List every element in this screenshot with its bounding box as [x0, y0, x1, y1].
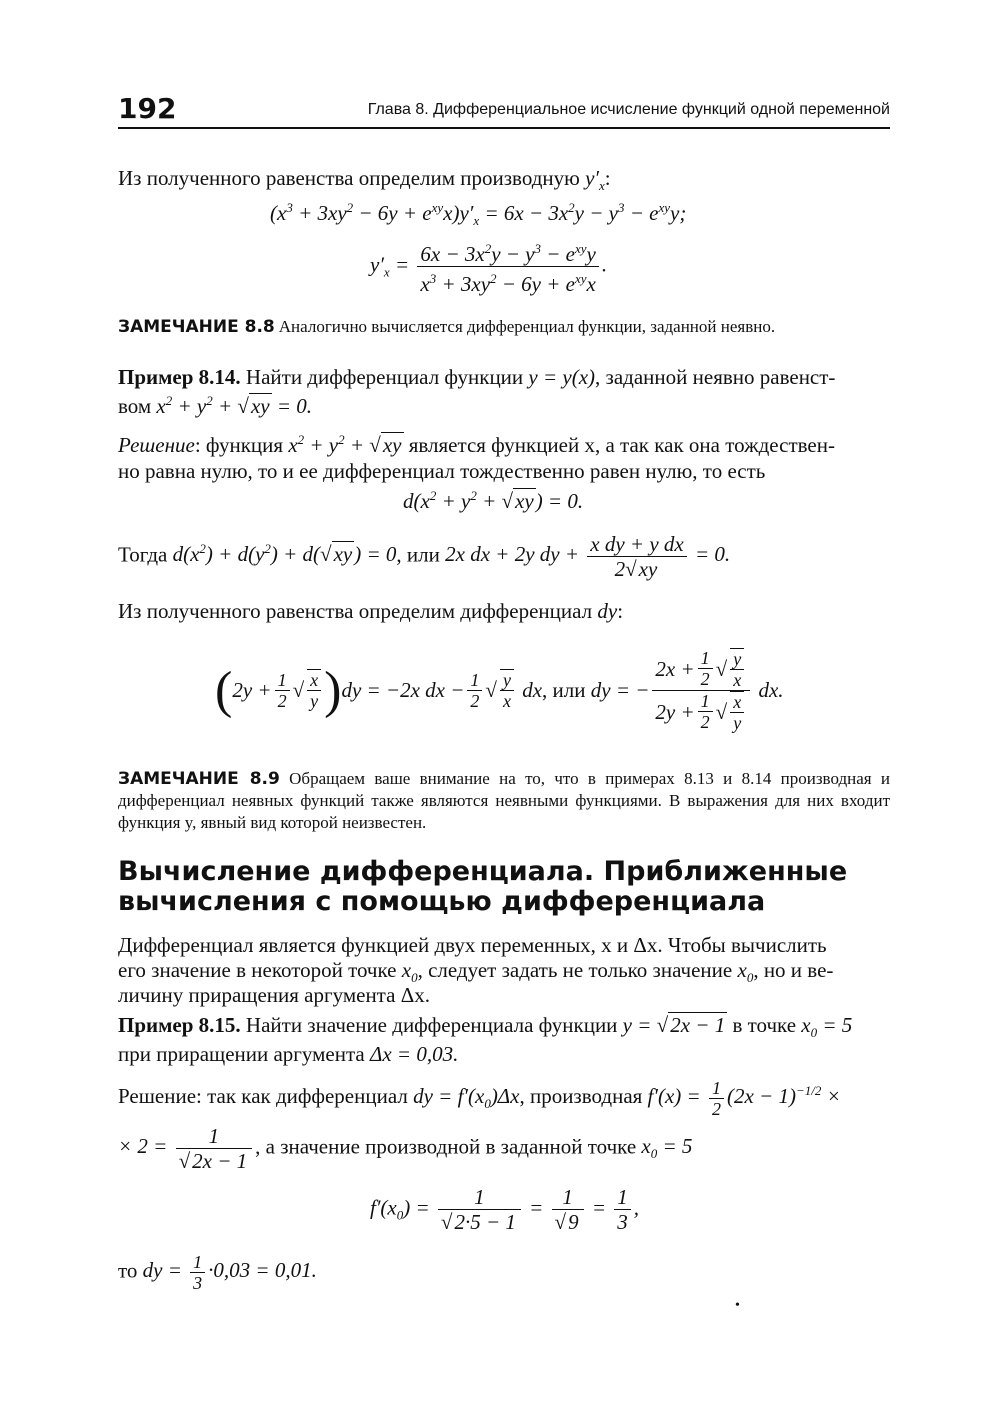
header-rule: [118, 127, 890, 129]
paragraph-differential-intro: Из полученного равенства определим дифференциал dy:: [118, 599, 624, 623]
equation-derivative-value: $f'(x_0)$ = $\frac{1}{√2\cdot 5 - 1}$ = $\frac{1}{√9}$ = $\frac{1}{3}$ ,: [370, 1185, 639, 1234]
equation-differential-zero: $d(x^2 + y^2 + √xy) = 0$.: [403, 488, 584, 513]
example-8-15: Пример 8.15. Найти значение дифференциала функции y = √2x − 1 в точке $x_0 = 5$: [118, 1013, 853, 1041]
paragraph-differential-two-vars: Дифференциал является функцией двух переменных, x и Δx. Чтобы вычислить: [118, 933, 827, 957]
paragraph-differential-two-vars-line2: его значение в некоторой точке $x_0$, следует задать не только значение $x_0$, но и ве-: [118, 958, 834, 986]
equation-derivative-fraction: $y'_x$ = $\frac{6x - 3x^2y - y^3 - e^{xy}y}{x^3 + 3xy^2 - 6y + e^{xy}x}$ .: [370, 237, 607, 296]
chapter-title: Глава 8. Дифференциальное исчисление функций одной переменной: [367, 101, 890, 118]
solution-8-15-line2: × 2 = $\frac{1}{√2x - 1}$ , а значение производной в заданной точке $x_0 = 5$: [118, 1124, 693, 1173]
example-8-14-line2: вом $x^2 + y^2 + √xy = 0$.: [118, 393, 313, 418]
paragraph-differential-two-vars-line3: личину приращения аргумента Δx.: [118, 983, 430, 1007]
section-heading: Вычисление дифференциала. Приближенные вычисления с помощью дифференциала: [118, 856, 848, 917]
paragraph-derivative-intro: Из полученного равенства определим производную $y'_x$:: [118, 166, 611, 194]
equation-then: Тогда $d(x^2) + d(y^2) + d(√xy) = 0$, или 2x dx + 2y dy + $\frac{\text{x dy + y dx}}{2√xy}$ = 0.: [118, 532, 731, 581]
example-8-14: Пример 8.14. Найти дифференциал функции y = y(x), заданной неявно равенст-: [118, 365, 836, 389]
note-8-8: ЗАМЕЧАНИЕ 8.8 Аналогично вычисляется дифференциал функции, заданной неявно.: [118, 317, 776, 337]
equation-dy-solution: ( 2y + $\frac{1}{2}$ √ $\frac{x}{y}$ ) dy = −2x dx − $\frac{1}{2}$ √ $\frac{y}{x}$ dx , или dy = − 2x + $\frac{1}{2}$ √ $\frac{y}{x}$ 2y + $\frac{1}{2}$ √ $\frac{x}{y}$ dx.: [215, 648, 784, 733]
equation-dy-value: то dy = $\frac{1}{3}$ ·0,03 = 0,01.: [118, 1252, 317, 1293]
solution-8-14: Решение: функция $x^2 + y^2 + √xy$ является функцией x, а так как она тождествен-: [118, 432, 835, 457]
print-speck: •: [735, 1298, 740, 1313]
solution-8-15: Решение: так как дифференциал dy = $f'(x_0)\Delta x$, производная f′(x) = $\frac{1}{2}$ $(2x - 1)^{-1/2}$ ×: [118, 1077, 841, 1119]
note-8-9: ЗАМЕЧАНИЕ 8.9 Обращаем ваше внимание на то, что в примерах 8.13 и 8.14 производная и дифференциал неявных функций также являются неявными функциями. В выражения для них входит функция y, явный вид которой неизвестен.: [118, 769, 890, 832]
solution-8-14-line2: но равна нулю, то и ее дифференциал тождественно равен нулю, то есть: [118, 459, 766, 483]
example-8-15-line2: при приращении аргумента Δx = 0,03.: [118, 1042, 459, 1066]
equation-implicit-derivative: $(x^3 + 3xy^2 - 6y + e^{xy}x)y'_x = 6x - 3x^2y - y^3 - e^{xy}y$;: [270, 200, 687, 229]
page-number: 192: [118, 92, 177, 125]
